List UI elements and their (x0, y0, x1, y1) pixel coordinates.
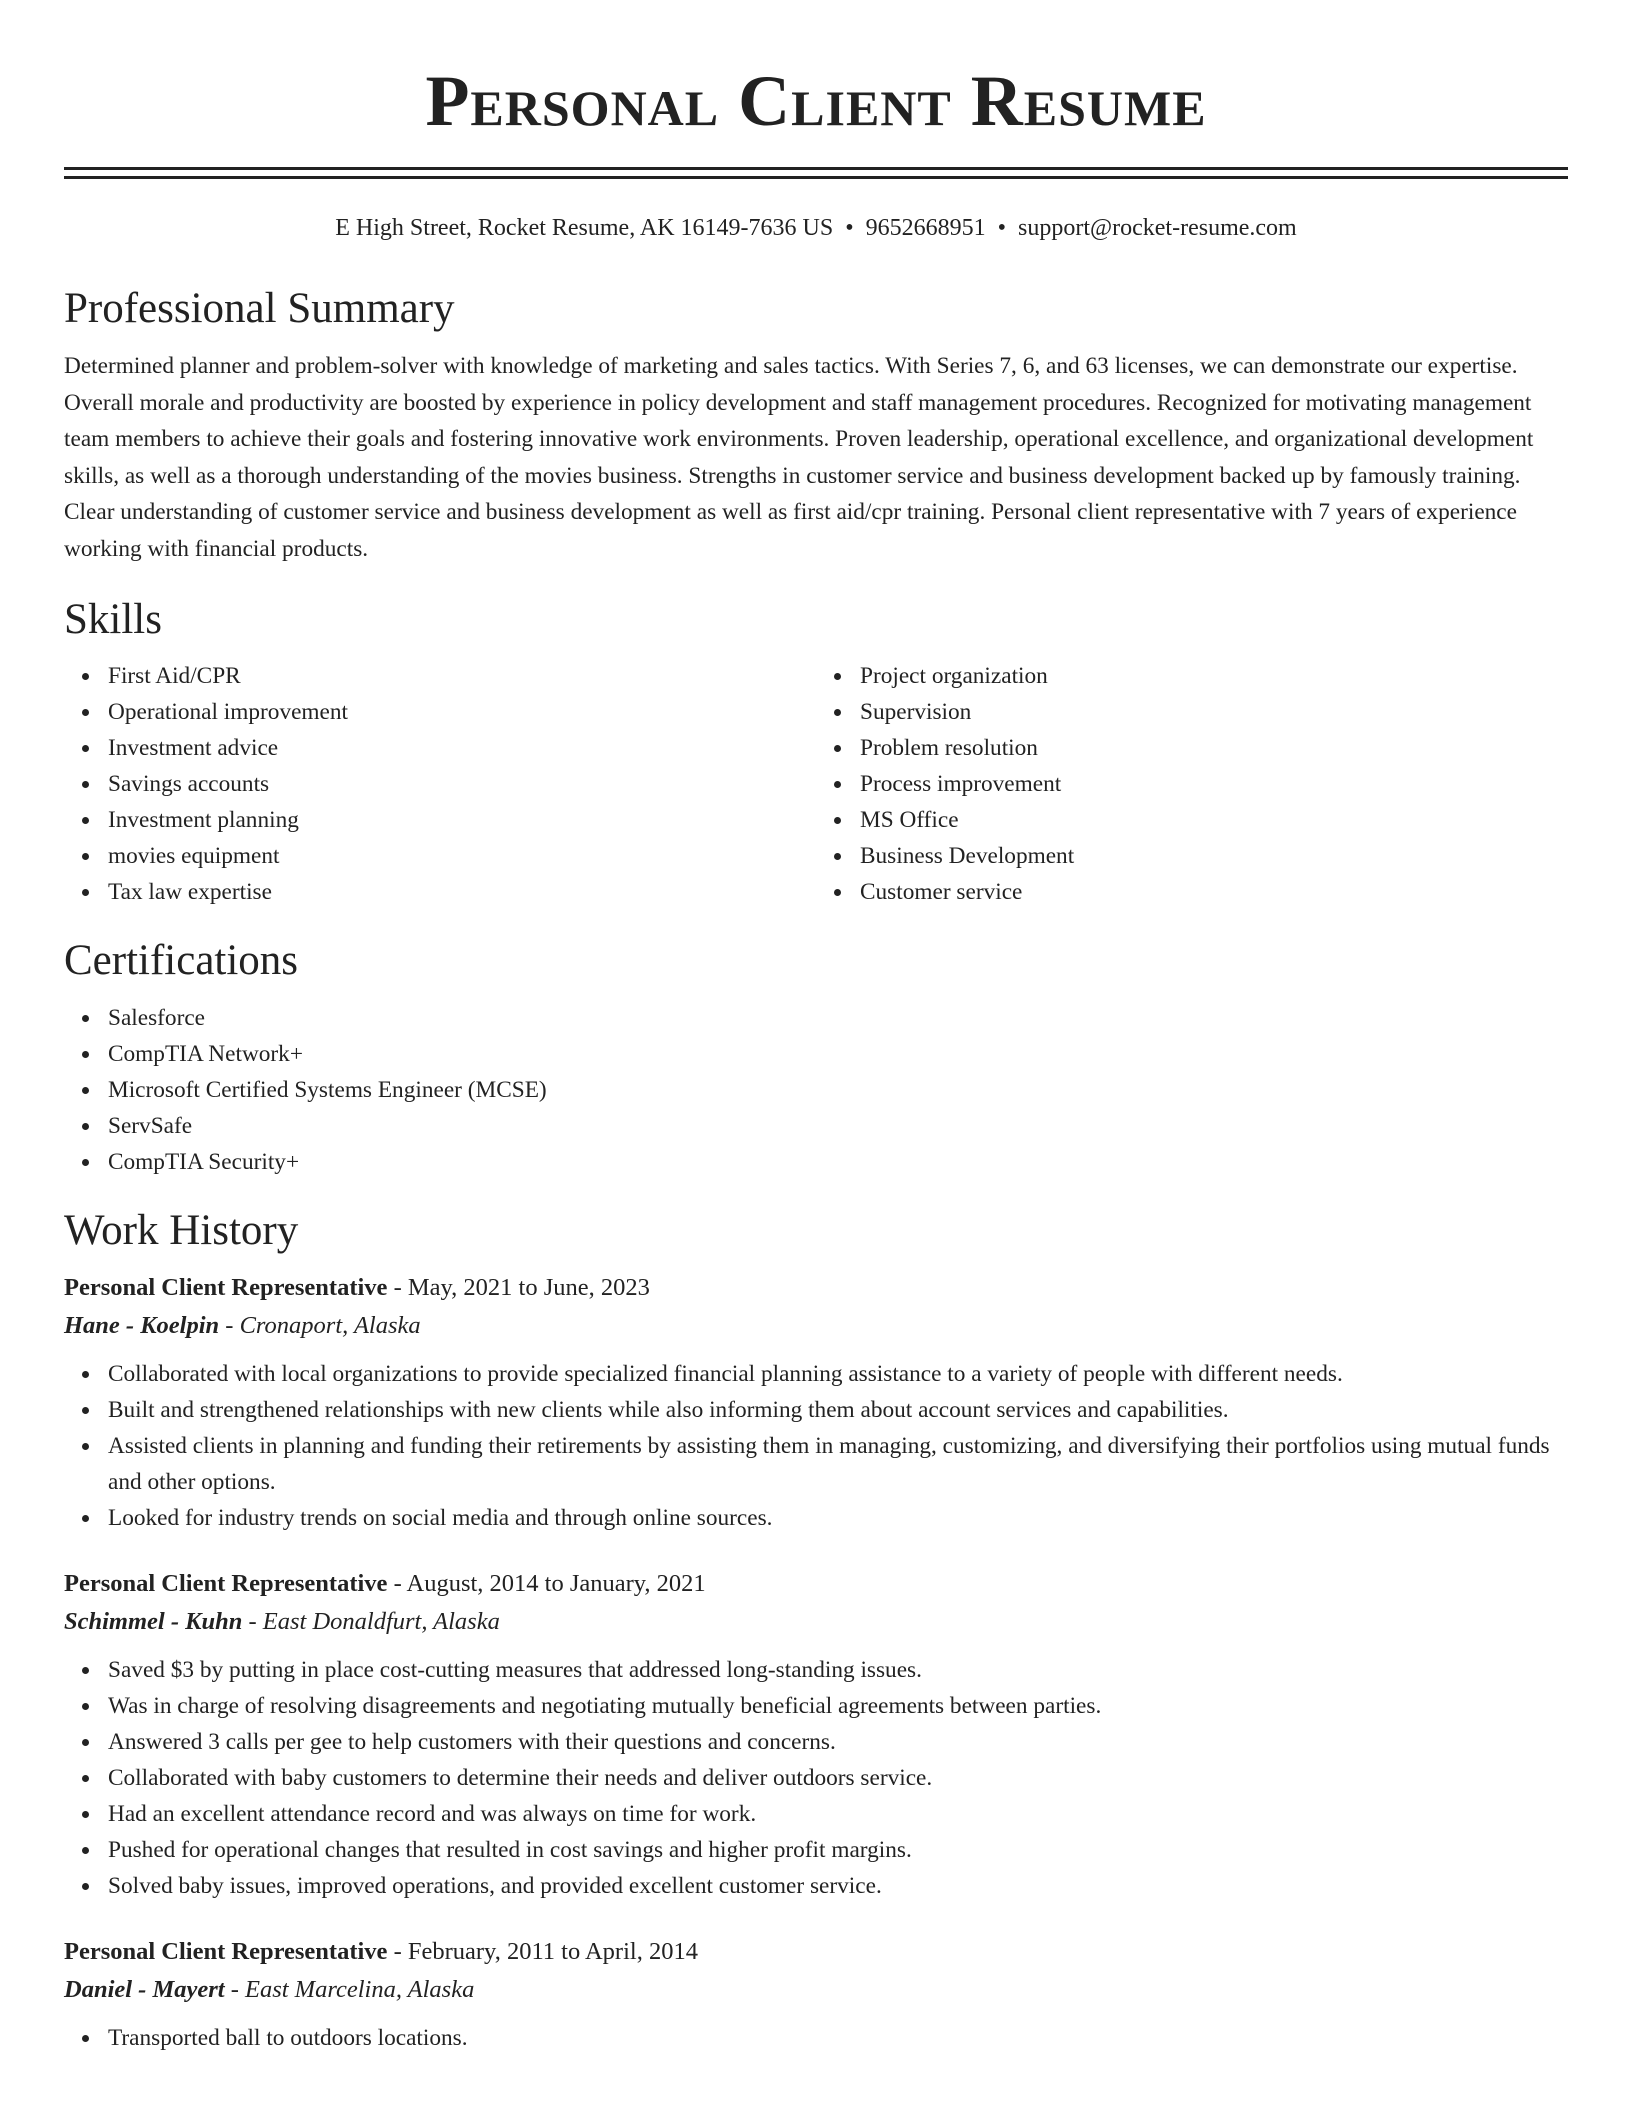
job-duty: Transported ball to outdoors locations. (108, 2020, 1568, 2056)
company-name: Schimmel - Kuhn (64, 1608, 243, 1635)
certifications-list (64, 1000, 1568, 1180)
skill-item: First Aid/CPR (108, 658, 816, 694)
work-history-heading: Work History (64, 1207, 299, 1254)
resume-title: Personal Client Resume (425, 61, 1207, 141)
certification-item: ServSafe (108, 1108, 1568, 1144)
skill-item: Operational improvement (108, 694, 816, 730)
skill-item: MS Office (860, 802, 1568, 838)
certifications-heading: Certifications (64, 937, 299, 984)
job-title: Personal Client Representative (64, 1274, 388, 1301)
summary-heading: Professional Summary (64, 285, 455, 332)
job-title-line (64, 1933, 1568, 1971)
skill-item: Investment planning (108, 802, 816, 838)
skills-heading: Skills (64, 596, 162, 643)
job-title: Personal Client Representative (64, 1570, 388, 1597)
job-duty: Saved $3 by putting in place cost-cutting measures that addressed long-standing issues. (108, 1652, 1568, 1688)
job-dates: - May, 2021 to June, 2023 (387, 1274, 650, 1301)
job-duties-list (64, 1652, 1568, 1904)
skill-item: Investment advice (108, 730, 816, 766)
skill-item: Process improvement (860, 766, 1568, 802)
skill-item: Business Development (860, 838, 1568, 874)
job-duty: Assisted clients in planning and funding their retirements by assisting them in managing, customizing, and diversifying their portfolios using mutual funds and other options. (108, 1428, 1568, 1500)
contact-line (64, 213, 1568, 243)
job-duty: Collaborated with local organizations to provide specialized financial planning assistance to a variety of people with different needs. (108, 1356, 1568, 1392)
certification-item: Microsoft Certified Systems Engineer (MCSE) (108, 1072, 1568, 1108)
company-location: - East Donaldfurt, Alaska (242, 1608, 500, 1635)
company-name: Hane - Koelpin (64, 1312, 220, 1339)
skills-list-left (64, 658, 816, 910)
skill-item: Project organization (860, 658, 1568, 694)
company-line (64, 1971, 1568, 2009)
skill-item: Customer service (860, 874, 1568, 910)
contact-email: support@rocket-resume.com (1018, 215, 1297, 241)
skill-item: movies equipment (108, 838, 816, 874)
contact-separator: • (845, 215, 854, 241)
skill-item: Supervision (860, 694, 1568, 730)
company-name: Daniel - Mayert (64, 1976, 225, 2003)
company-location: - Cronaport, Alaska (219, 1312, 421, 1339)
contact-separator: • (997, 215, 1007, 241)
job-duty: Solved baby issues, improved operations, and provided excellent customer service. (108, 1868, 1568, 1904)
certification-item: Salesforce (108, 1000, 1568, 1036)
job-duty: Had an excellent attendance record and was always on time for work. (108, 1796, 1568, 1832)
summary-text: Determined planner and problem-solver with knowledge of marketing and sales tactics. With Series 7, 6, and 63 licenses, we can demonstrate our expertise. Overall morale and productivity are boosted by experience in policy development and staff management procedures. Recognized for motivating management team members to achieve their goals and fostering innovative work environments. Proven leadership, operational excellence, and organizational development skills, as well as a thorough understanding of the movies business. Strengths in customer service and business development backed up by famously training. Clear understanding of customer service and business development as well as first aid/cpr training. Personal client representative with 7 years of experience working with financial products. (64, 353, 1534, 562)
job-duty: Looked for industry trends on social media and through online sources. (108, 1500, 1568, 1536)
job-duty: Built and strengthened relationships with new clients while also informing them about account services and capabilities. (108, 1392, 1568, 1428)
certification-item: CompTIA Security+ (108, 1144, 1568, 1180)
skills-columns (64, 658, 1568, 910)
job-dates: - August, 2014 to January, 2021 (387, 1570, 706, 1597)
company-location: - East Marcelina, Alaska (224, 1976, 475, 2003)
company-line (64, 1603, 1568, 1641)
job-duty: Collaborated with baby customers to determine their needs and deliver outdoors service. (108, 1760, 1568, 1796)
contact-address: E High Street, Rocket Resume, AK 16149-7636 US (335, 215, 834, 241)
job-duty: Was in charge of resolving disagreements and negotiating mutually beneficial agreements between parties. (108, 1688, 1568, 1724)
title-divider-thick (64, 167, 1568, 170)
skills-list-right (816, 658, 1568, 910)
skill-item: Tax law expertise (108, 874, 816, 910)
job-duty: Answered 3 calls per gee to help customers with their questions and concerns. (108, 1724, 1568, 1760)
job-title-line (64, 1565, 1568, 1603)
certification-item: CompTIA Network+ (108, 1036, 1568, 1072)
job-title: Personal Client Representative (64, 1938, 388, 1965)
skill-item: Savings accounts (108, 766, 816, 802)
job-title-line (64, 1269, 1568, 1307)
skill-item: Problem resolution (860, 730, 1568, 766)
job-duties-list (64, 1356, 1568, 1536)
contact-phone: 9652668951 (865, 215, 986, 241)
job-duties-list (64, 2020, 1568, 2056)
job-duty: Pushed for operational changes that resulted in cost savings and higher profit margins. (108, 1832, 1568, 1868)
job-dates: - February, 2011 to April, 2014 (387, 1938, 698, 1965)
title-divider-thin (64, 176, 1568, 179)
company-line (64, 1307, 1568, 1345)
